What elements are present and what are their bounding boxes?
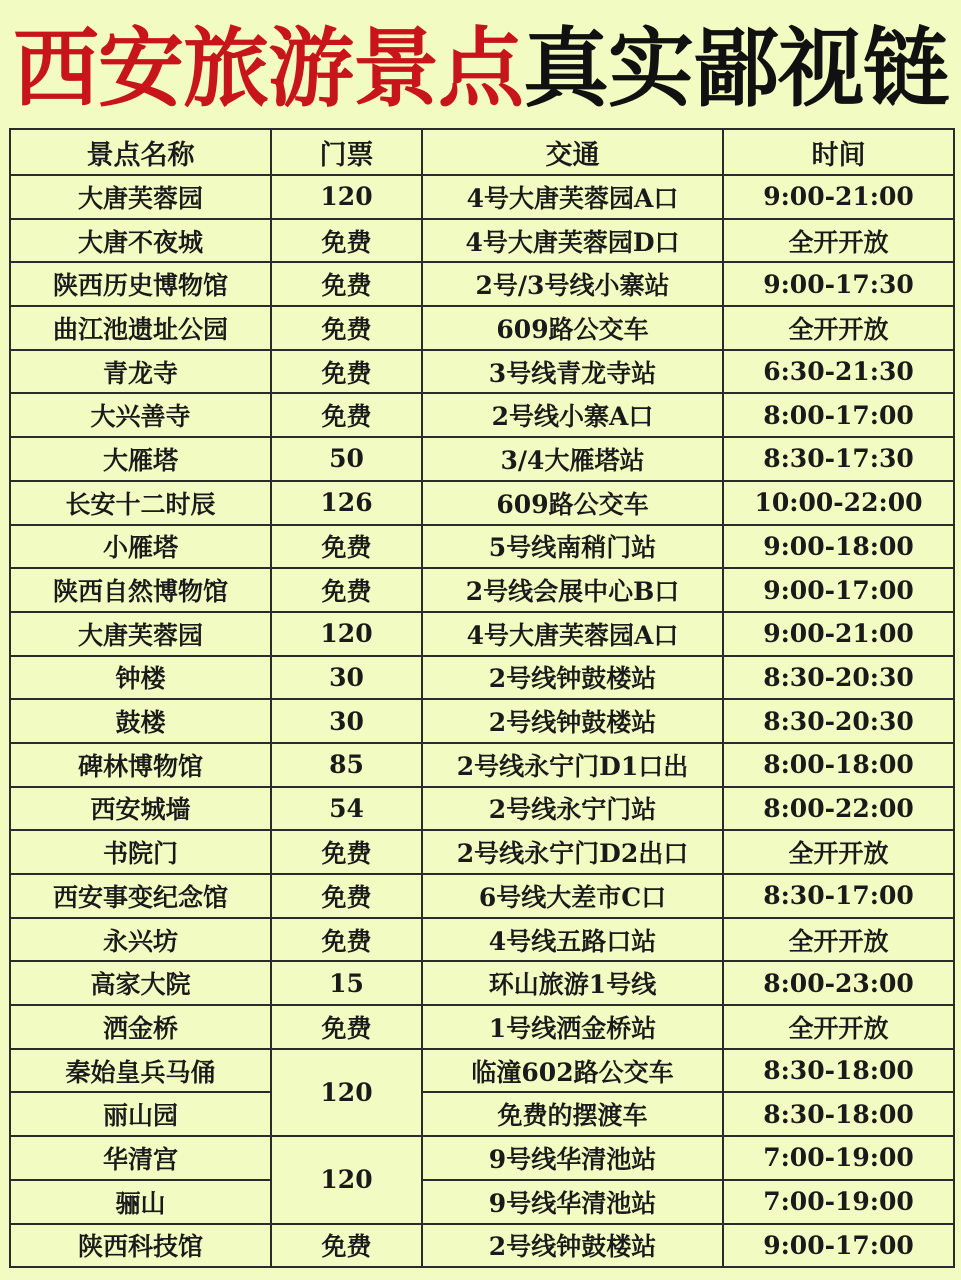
cell-transport: 609路公交车 [422,306,723,350]
cell-ticket: 50 [271,437,422,481]
cell-time: 全开开放 [723,306,954,350]
header-ticket: 门票 [271,129,422,175]
cell-time: 9:00-17:00 [723,1224,954,1268]
table-row [10,830,954,874]
cell-name: 小雁塔 [10,525,271,569]
table-row [10,961,954,1005]
cell-ticket: 免费 [271,350,422,394]
header-time: 时间 [723,129,954,175]
cell-name: 大唐不夜城 [10,219,271,263]
cell-transport: 9号线华清池站 [422,1180,723,1224]
cell-ticket-merged: 120 [271,1136,422,1223]
cell-ticket: 免费 [271,219,422,263]
cell-transport: 2号线会展中心B口 [422,568,723,612]
cell-time: 10:00-22:00 [723,481,954,525]
cell-transport: 2号/3号线小寨站 [422,262,723,306]
cell-time: 9:00-17:30 [723,262,954,306]
cell-name: 青龙寺 [10,350,271,394]
cell-ticket: 免费 [271,830,422,874]
cell-name: 西安事变纪念馆 [10,874,271,918]
cell-time: 9:00-17:00 [723,568,954,612]
cell-transport: 6号线大差市C口 [422,874,723,918]
cell-transport: 4号大唐芙蓉园A口 [422,175,723,219]
cell-name: 书院门 [10,830,271,874]
table-row [10,699,954,743]
cell-ticket: 120 [271,175,422,219]
table-row [10,612,954,656]
cell-name: 曲江池遗址公园 [10,306,271,350]
cell-ticket: 免费 [271,393,422,437]
table-row [10,306,954,350]
cell-ticket: 30 [271,656,422,700]
cell-time: 全开开放 [723,830,954,874]
cell-ticket: 免费 [271,874,422,918]
cell-time: 全开开放 [723,918,954,962]
cell-time: 8:00-22:00 [723,787,954,831]
table-row [10,1136,954,1180]
cell-ticket: 免费 [271,1005,422,1049]
cell-name: 秦始皇兵马俑 [10,1049,271,1093]
title-black-part: 真实鄙视链 [523,19,948,119]
table-row [10,350,954,394]
cell-transport: 4号线五路口站 [422,918,723,962]
cell-name: 长安十二时辰 [10,481,271,525]
cell-ticket: 免费 [271,306,422,350]
table-row [10,874,954,918]
header-transport: 交通 [422,129,723,175]
cell-name: 华清宫 [10,1136,271,1180]
cell-transport: 临潼602路公交车 [422,1049,723,1093]
table-header-row [10,129,954,175]
cell-transport: 2号线钟鼓楼站 [422,656,723,700]
cell-name: 骊山 [10,1180,271,1224]
cell-transport: 环山旅游1号线 [422,961,723,1005]
title-red-part: 西安旅游景点 [13,19,523,119]
cell-time: 8:30-17:30 [723,437,954,481]
table-row [10,393,954,437]
cell-time: 8:30-17:00 [723,874,954,918]
cell-time: 9:00-18:00 [723,525,954,569]
cell-ticket: 85 [271,743,422,787]
cell-ticket: 免费 [271,1224,422,1268]
cell-transport: 4号大唐芙蓉园A口 [422,612,723,656]
cell-transport: 4号大唐芙蓉园D口 [422,219,723,263]
cell-ticket: 120 [271,612,422,656]
cell-transport: 2号线永宁门D1口出 [422,743,723,787]
cell-name: 丽山园 [10,1092,271,1136]
table-row [10,1049,954,1093]
cell-time: 7:00-19:00 [723,1180,954,1224]
cell-transport: 3号线青龙寺站 [422,350,723,394]
cell-transport: 免费的摆渡车 [422,1092,723,1136]
cell-time: 9:00-21:00 [723,612,954,656]
cell-name: 永兴坊 [10,918,271,962]
cell-name: 大唐芙蓉园 [10,175,271,219]
table-row [10,656,954,700]
cell-ticket: 15 [271,961,422,1005]
cell-ticket: 免费 [271,568,422,612]
cell-name: 大雁塔 [10,437,271,481]
cell-ticket: 免费 [271,918,422,962]
cell-ticket: 30 [271,699,422,743]
table-row [10,481,954,525]
cell-transport: 2号线永宁门D2出口 [422,830,723,874]
table-row [10,743,954,787]
cell-name: 陕西科技馆 [10,1224,271,1268]
table-row [10,568,954,612]
cell-name: 碑林博物馆 [10,743,271,787]
cell-time: 全开开放 [723,219,954,263]
cell-transport: 2号线小寨A口 [422,393,723,437]
table-row [10,525,954,569]
cell-name: 陕西历史博物馆 [10,262,271,306]
table-row [10,787,954,831]
attractions-table [9,128,955,1268]
cell-name: 陕西自然博物馆 [10,568,271,612]
cell-name: 大唐芙蓉园 [10,612,271,656]
cell-time: 全开开放 [723,1005,954,1049]
cell-transport: 2号线永宁门站 [422,787,723,831]
cell-transport: 609路公交车 [422,481,723,525]
table-row [10,175,954,219]
cell-ticket-merged: 120 [271,1049,422,1136]
cell-time: 8:00-23:00 [723,961,954,1005]
cell-transport: 1号线洒金桥站 [422,1005,723,1049]
cell-time: 8:30-20:30 [723,699,954,743]
cell-ticket: 免费 [271,262,422,306]
table-row [10,1180,954,1224]
cell-time: 9:00-21:00 [723,175,954,219]
cell-transport: 3/4大雁塔站 [422,437,723,481]
cell-name: 高家大院 [10,961,271,1005]
cell-time: 8:00-17:00 [723,393,954,437]
cell-ticket: 54 [271,787,422,831]
cell-transport: 5号线南稍门站 [422,525,723,569]
cell-time: 8:30-18:00 [723,1049,954,1093]
cell-ticket: 126 [271,481,422,525]
table-row [10,1005,954,1049]
table-row [10,1092,954,1136]
cell-name: 西安城墙 [10,787,271,831]
table-row [10,219,954,263]
cell-name: 大兴善寺 [10,393,271,437]
cell-time: 8:30-18:00 [723,1092,954,1136]
cell-time: 8:00-18:00 [723,743,954,787]
cell-name: 洒金桥 [10,1005,271,1049]
cell-time: 8:30-20:30 [723,656,954,700]
table-row [10,918,954,962]
cell-name: 钟楼 [10,656,271,700]
table-row [10,1224,954,1268]
page-title [0,14,961,124]
cell-transport: 2号线钟鼓楼站 [422,1224,723,1268]
cell-name: 鼓楼 [10,699,271,743]
header-name: 景点名称 [10,129,271,175]
cell-ticket: 免费 [271,525,422,569]
table-row [10,437,954,481]
cell-transport: 2号线钟鼓楼站 [422,699,723,743]
cell-time: 7:00-19:00 [723,1136,954,1180]
table-row [10,262,954,306]
cell-transport: 9号线华清池站 [422,1136,723,1180]
cell-time: 6:30-21:30 [723,350,954,394]
